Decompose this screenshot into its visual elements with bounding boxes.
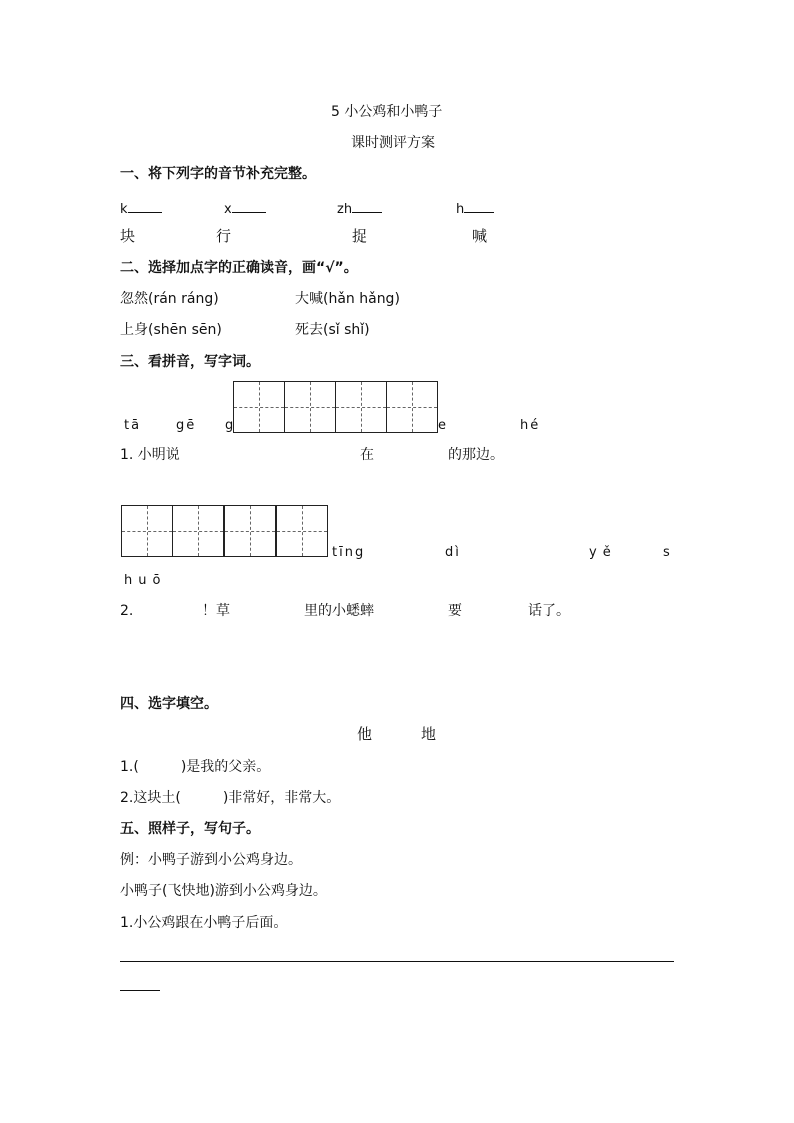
answer-line[interactable] — [120, 961, 674, 962]
q2-heading: 二、选择加点字的正确读音，画“√”。 — [120, 260, 358, 276]
q1-initial-3: zh — [337, 200, 382, 216]
tian-box[interactable] — [224, 505, 276, 557]
q3-sentence1-tail: 的那边。 — [448, 447, 504, 463]
q3-sentence2-d: 话了。 — [528, 603, 570, 619]
q4-choice-2: 地 — [421, 725, 437, 743]
tian-box[interactable] — [172, 505, 224, 557]
q3-sentence2-b: 里的小蟋蟀 — [304, 603, 374, 619]
q1-heading: 一、将下列字的音节补充完整。 — [120, 166, 316, 182]
q1-initial-1: k — [120, 200, 162, 216]
q2-item-4: 死去(sǐ shǐ) — [295, 322, 370, 338]
pinyin-di: dì — [445, 545, 461, 560]
page-subtitle: 课时测评方案 — [351, 135, 435, 151]
tian-box[interactable] — [121, 505, 173, 557]
tian-box[interactable] — [386, 381, 438, 433]
q3-sentence2-c: 要 — [448, 603, 462, 619]
q1-initial-2: x — [224, 200, 266, 216]
tian-box[interactable] — [233, 381, 285, 433]
q2-item-1: 忽然(rán ráng) — [120, 291, 219, 307]
writing-grid-1[interactable] — [233, 381, 438, 433]
pinyin-he: hé — [520, 418, 541, 433]
tian-box[interactable] — [284, 381, 336, 433]
q3-heading: 三、看拼音，写字词。 — [120, 354, 260, 370]
q1-char-1: 块 — [120, 227, 136, 245]
q3-sentence2-a: ！草 — [202, 603, 230, 619]
answer-line-tail[interactable] — [120, 990, 160, 991]
q5-example-2: 小鸭子(飞快地)游到小公鸡身边。 — [120, 883, 327, 899]
q2-item-3: 上身(shēn sēn) — [120, 322, 222, 338]
q1-char-2: 行 — [216, 227, 232, 245]
pinyin-s: s — [663, 545, 672, 560]
pinyin-ye: yě — [589, 545, 617, 560]
q3-sentence2-lead: 2. — [120, 603, 134, 619]
writing-grid-2[interactable] — [121, 505, 328, 557]
q2-item-2: 大喊(hǎn hǎng) — [295, 291, 400, 307]
pinyin-ting: tīng — [332, 545, 366, 560]
page-title: 5 小公鸡和小鸭子 — [331, 104, 443, 120]
q3-sentence1-lead: 1. 小明说 — [120, 447, 180, 463]
q1-char-4: 喊 — [472, 227, 488, 245]
q4-heading: 四、选字填空。 — [120, 696, 218, 712]
q5-heading: 五、照样子，写句子。 — [120, 821, 260, 837]
q1-initial-4: h — [456, 200, 494, 216]
tian-box[interactable] — [335, 381, 387, 433]
pinyin-g: g — [225, 418, 236, 433]
tian-box[interactable] — [276, 505, 328, 557]
q3-sentence1-mid: 在 — [360, 447, 374, 463]
q4-choice-1: 他 — [357, 725, 373, 743]
pinyin-ge: gē — [176, 418, 197, 433]
pinyin-e: e — [438, 418, 448, 433]
q4-sentence-1: 1.( )是我的父亲。 — [120, 759, 271, 775]
pinyin-ta: tā — [124, 418, 142, 433]
q5-example: 例：小鸭子游到小公鸡身边。 — [120, 852, 302, 868]
q1-char-3: 捉 — [352, 227, 368, 245]
q5-sentence-1: 1.小公鸡跟在小鸭子后面。 — [120, 915, 288, 931]
q4-sentence-2: 2.这块土( )非常好，非常大。 — [120, 790, 341, 806]
pinyin-huo: huō — [124, 573, 167, 588]
